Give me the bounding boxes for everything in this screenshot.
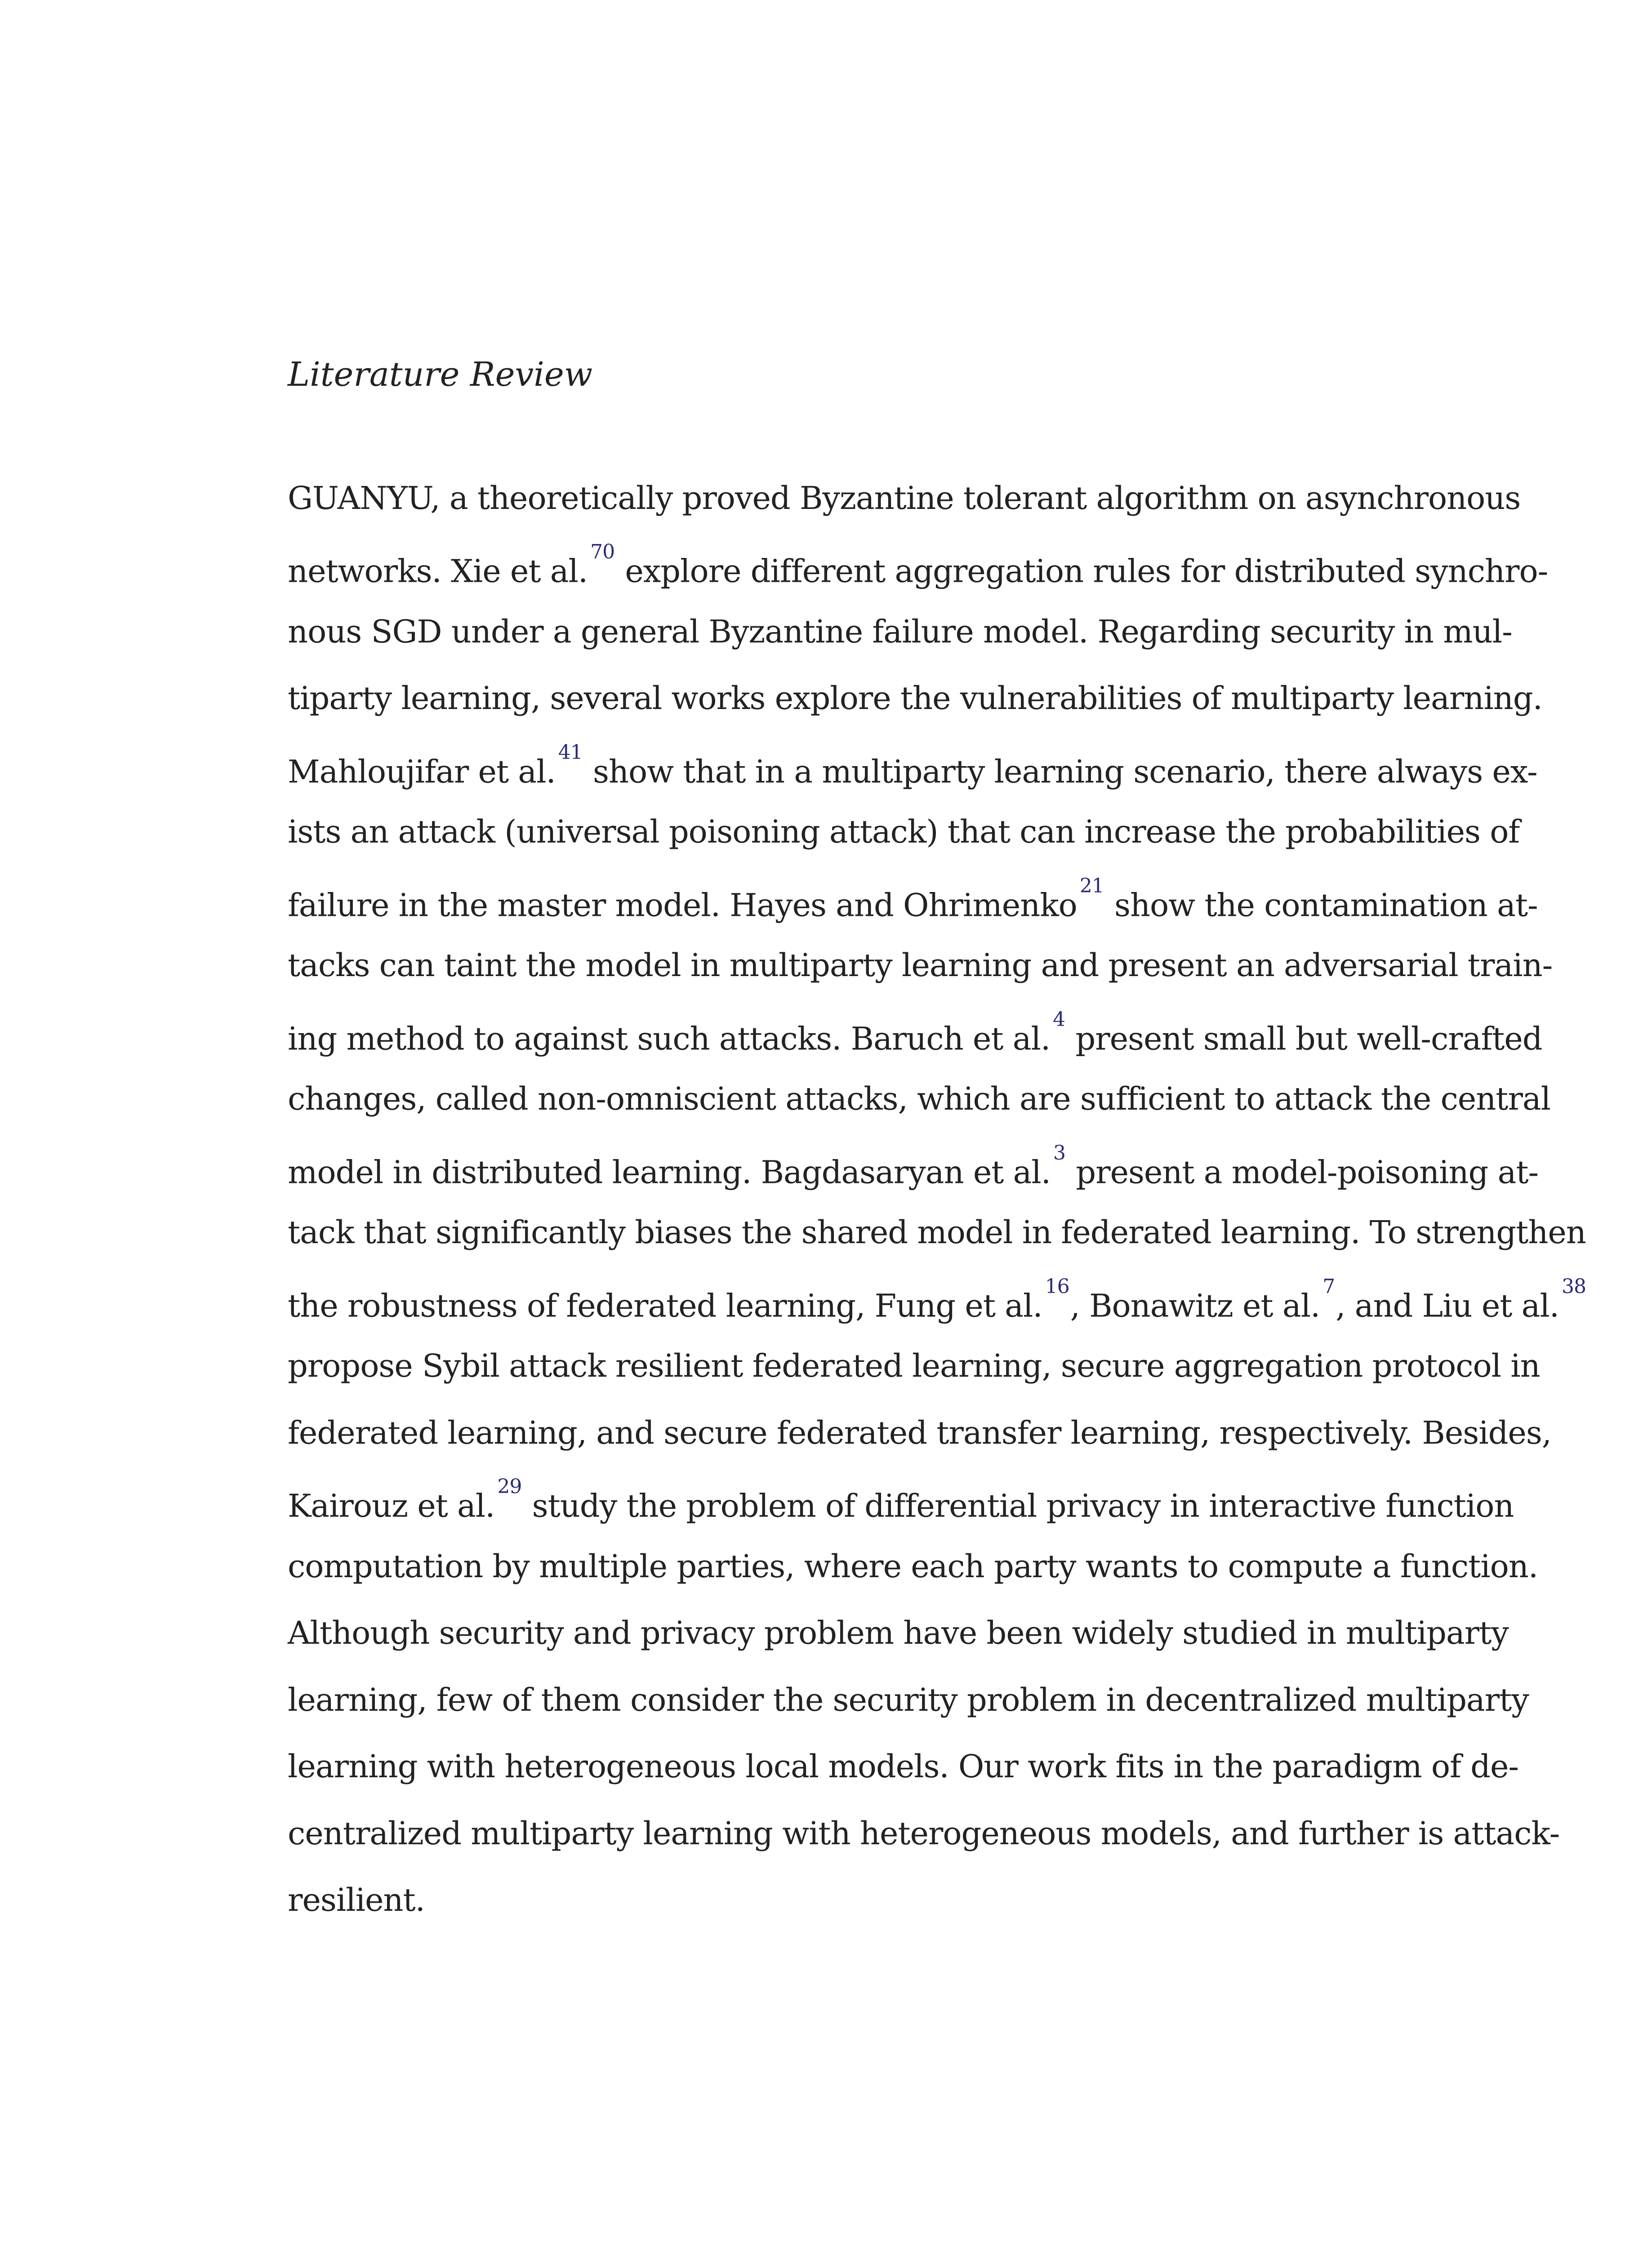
- citation-link[interactable]: 16: [1045, 1275, 1069, 1298]
- citation-link[interactable]: 41: [558, 741, 583, 764]
- text-line: [288, 676, 1542, 721]
- citation-link[interactable]: 29: [497, 1475, 522, 1498]
- text-line: [288, 1343, 1540, 1388]
- text-line: [288, 609, 1512, 654]
- text-line: [288, 1076, 1551, 1121]
- text-run: learning, few of them consider the security problem in decentralized multiparty: [288, 1682, 1529, 1718]
- text-run: Although security and privacy problem have been widely studied in multiparty: [288, 1615, 1509, 1651]
- text-line: [288, 1475, 1514, 1525]
- text-run: resilient.: [288, 1882, 425, 1918]
- citation-link[interactable]: 7: [1322, 1275, 1335, 1298]
- text-run: present a model-poisoning at-: [1066, 1154, 1539, 1191]
- text-line: [288, 943, 1553, 988]
- text-line: [288, 1210, 1586, 1255]
- citation-link[interactable]: 3: [1053, 1142, 1066, 1164]
- text-line: [288, 1544, 1538, 1589]
- text-line: [288, 476, 1521, 521]
- text-run: tack that significantly biases the shared model in federated learning. To strengthen: [288, 1214, 1586, 1251]
- text-line: [288, 809, 1520, 854]
- text-line: [288, 1610, 1509, 1655]
- running-title: Literature Review: [288, 355, 593, 394]
- text-line: [288, 1744, 1519, 1789]
- text-run: propose Sybil attack resilient federated learning, secure aggregation protocol in: [288, 1347, 1540, 1384]
- text-run: nous SGD under a general Byzantine failure model. Regarding security in mul-: [288, 613, 1512, 650]
- citation-link[interactable]: 70: [590, 540, 615, 563]
- text-run: learning with heterogeneous local models. Our work fits in the paradigm of de-: [288, 1748, 1519, 1785]
- text-run: show that in a multiparty learning scenario, there always ex-: [583, 753, 1537, 790]
- text-run: networks. Xie et al.: [288, 553, 588, 590]
- text-run: failure in the master model. Hayes and Ohrimenko: [288, 887, 1077, 924]
- text-run: present small but well-crafted: [1066, 1020, 1542, 1057]
- text-run: federated learning, and secure federated transfer learning, respectively. Besides,: [288, 1414, 1552, 1451]
- text-run: computation by multiple parties, where each party wants to compute a function.: [288, 1548, 1538, 1585]
- text-run: changes, called non-omniscient attacks, which are sufficient to attack the central: [288, 1080, 1551, 1117]
- text-line: [288, 1275, 1586, 1325]
- text-line: [288, 741, 1537, 790]
- text-run: model in distributed learning. Bagdasaryan et al.: [288, 1154, 1051, 1191]
- text-line: [288, 1677, 1529, 1722]
- text-run: the robustness of federated learning, Fung et al.: [288, 1287, 1042, 1325]
- text-line: [288, 1008, 1542, 1057]
- text-line: [288, 1878, 1438, 1922]
- text-run: , Bonawitz et al.: [1070, 1287, 1320, 1325]
- text-run: show the contamination at-: [1104, 887, 1538, 924]
- text-line: [288, 874, 1538, 924]
- text-run: GUANYU, a theoretically proved Byzantine tolerant algorithm on asynchronous: [288, 480, 1521, 517]
- text-run: centralized multiparty learning with heterogeneous models, and further is attack-: [288, 1815, 1560, 1852]
- text-line: [288, 1142, 1539, 1191]
- text-run: explore different aggregation rules for distributed synchro-: [615, 553, 1548, 590]
- citation-link[interactable]: 38: [1562, 1275, 1586, 1298]
- text-line: [288, 540, 1548, 590]
- text-run: tacks can taint the model in multiparty learning and present an adversarial train-: [288, 947, 1553, 984]
- text-line: [288, 1410, 1552, 1455]
- text-run: study the problem of differential privacy in interactive function: [522, 1487, 1514, 1525]
- citation-link[interactable]: 21: [1079, 874, 1104, 897]
- text-run: , and Liu et al.: [1336, 1287, 1559, 1325]
- text-run: tiparty learning, several works explore the vulnerabilities of multiparty learning.: [288, 680, 1542, 717]
- citation-link[interactable]: 4: [1053, 1008, 1065, 1031]
- text-run: Mahloujifar et al.: [288, 753, 556, 790]
- text-run: Kairouz et al.: [288, 1487, 495, 1525]
- text-run: ists an attack (universal poisoning attack) that can increase the probabilities of: [288, 813, 1520, 850]
- text-line: [288, 1811, 1560, 1856]
- text-run: ing method to against such attacks. Baruch et al.: [288, 1020, 1051, 1057]
